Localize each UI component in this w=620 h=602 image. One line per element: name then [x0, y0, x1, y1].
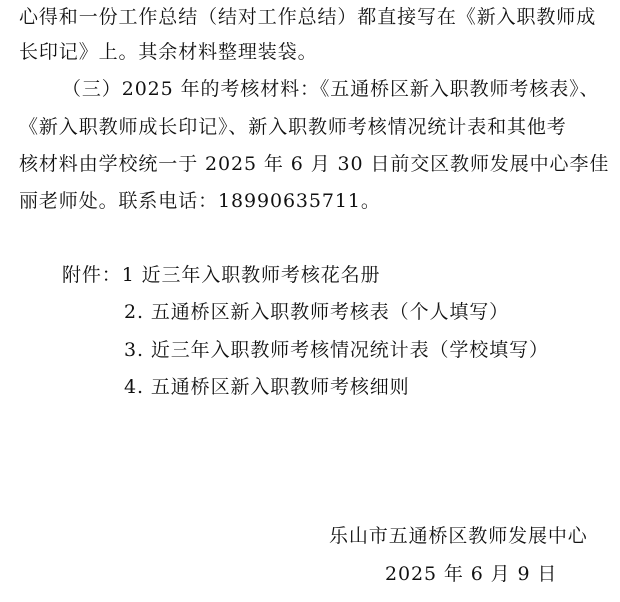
body-line: 核材料由学校统一于 2025 年 6 月 30 日前交区教师发展中心李佳	[19, 153, 610, 175]
section-three-heading-line: （三）2025 年的考核材料：《五通桥区新入职教师考核表》、	[62, 78, 600, 100]
attachment-item: 3. 近三年入职教师考核情况统计表（学校填写）	[124, 339, 549, 361]
body-line: 《新入职教师成长印记》、新入职教师考核情况统计表和其他考	[19, 116, 567, 138]
body-line: 长印记》上。其余材料整理装袋。	[19, 41, 318, 63]
signature-date: 2025 年 6 月 9 日	[385, 563, 558, 585]
body-line: 心得和一份工作总结（结对工作总结）都直接写在《新入职教师成	[19, 6, 597, 28]
attachment-item: 4. 五通桥区新入职教师考核细则	[124, 376, 410, 398]
attachment-item: 2. 五通桥区新入职教师考核表（个人填写）	[124, 301, 510, 323]
signature-organization: 乐山市五通桥区教师发展中心	[329, 525, 588, 547]
attachment-header: 附件：1 近三年入职教师考核花名册	[62, 264, 381, 286]
body-line: 丽老师处。联系电话：18990635711。	[19, 190, 381, 212]
